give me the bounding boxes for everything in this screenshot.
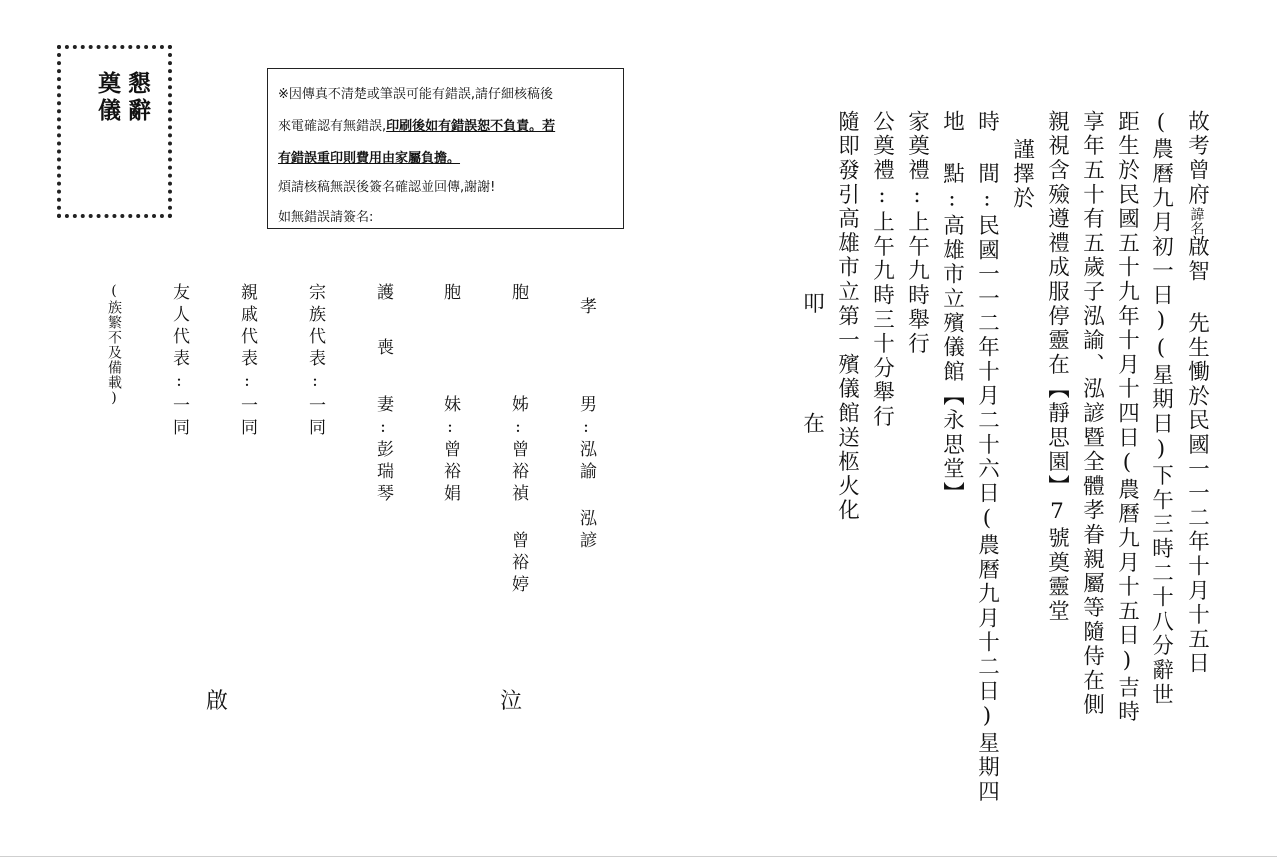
family-wife-names: 彭瑞琴 xyxy=(373,440,393,506)
notice-line-2 xyxy=(278,115,555,134)
bottom-divider xyxy=(0,856,1277,857)
obituary-line-3: 距生於民國五十九年十月十四日(農曆九月十五日)吉時 xyxy=(1114,110,1140,725)
family-friends-rep: 友人代表:一同 xyxy=(169,283,189,440)
family-younger-sister-label: 妹: xyxy=(440,395,460,442)
signature-qi: 啟 xyxy=(206,689,229,714)
decline-line-1: 懇辭 xyxy=(124,71,151,125)
family-elder-sister-rel: 胞 xyxy=(508,283,528,305)
obituary-line-7: 時 間:民國一一二年十月二十六日(農曆九月十二日)星期四 xyxy=(974,110,1000,805)
obituary-line-11: 隨即發引高雄市立第一殯儀館送柩火化 xyxy=(834,110,860,524)
family-wife-rel: 護 xyxy=(373,283,393,305)
obituary-line-4: 享年五十有五歲子泓諭、泓諺暨全體孝眷親屬等隨侍在側 xyxy=(1079,110,1105,718)
family-wife-label: 妻: xyxy=(373,395,393,442)
notice-line-2-plain: 來電確認有無錯誤, xyxy=(278,119,387,134)
family-younger-sister-names: 曾裕娟 xyxy=(440,440,460,506)
closing-kou: 叩 xyxy=(799,292,825,317)
obituary-line-6: 謹擇於 xyxy=(1009,138,1035,211)
notice-line-4: 煩請核稿無誤後簽名確認並回傳,謝謝! xyxy=(278,180,496,195)
obituary-line-1 xyxy=(1186,110,1208,676)
family-clan-rep: 宗族代表:一同 xyxy=(305,283,325,440)
proof-notice-box xyxy=(267,68,624,229)
obituary-line-9: 家奠禮:上午九時舉行 xyxy=(904,110,930,357)
family-note: (族繁不及備載) xyxy=(106,283,122,407)
family-son-label: 男: xyxy=(576,395,596,442)
signature-qi2: 泣 xyxy=(500,689,523,714)
notice-line-2-bold: 印刷後如有錯誤恕不負責。若 xyxy=(386,119,556,134)
obituary-line-2: (農曆九月初一日)(星期日)下午三時二十八分辭世 xyxy=(1148,110,1174,708)
family-elder-sister-names: 曾裕禎 曾裕婷 xyxy=(508,440,528,597)
decline-line-2: 奠儀 xyxy=(94,71,121,125)
family-wife-rel-2: 喪 xyxy=(373,338,393,360)
family-relatives-rep: 親戚代表:一同 xyxy=(237,283,257,440)
decline-gifts-box xyxy=(57,45,172,218)
family-son-rel: 孝 xyxy=(576,297,596,319)
closing-zai: 在 xyxy=(799,412,825,437)
obituary-line-5: 親視含殮遵禮成服停靈在【靜思園】7號奠靈堂 xyxy=(1044,110,1070,624)
notice-line-1: ※因傳真不清楚或筆誤可能有錯誤,請仔細核稿後 xyxy=(278,87,554,102)
obituary-line-10: 公奠禮:上午九時三十分舉行 xyxy=(869,110,895,430)
notice-line-3: 有錯誤重印則費用由家屬負擔。 xyxy=(278,151,461,166)
notice-line-5: 如無錯誤請簽名: xyxy=(278,210,374,225)
obituary-honorific: 諱名 xyxy=(1188,207,1205,236)
obituary-line-1-a: 故考曾府 xyxy=(1184,110,1210,208)
family-son-names: 泓諭 泓諺 xyxy=(576,440,596,553)
family-younger-sister-rel: 胞 xyxy=(440,283,460,305)
family-elder-sister-label: 姊: xyxy=(508,395,528,442)
obituary-line-1-b: 啟智 先生慟於民國一一二年十月十五日 xyxy=(1184,235,1210,677)
obituary-line-8: 地 點:高雄市立殯儀館【永思堂】 xyxy=(939,110,965,506)
